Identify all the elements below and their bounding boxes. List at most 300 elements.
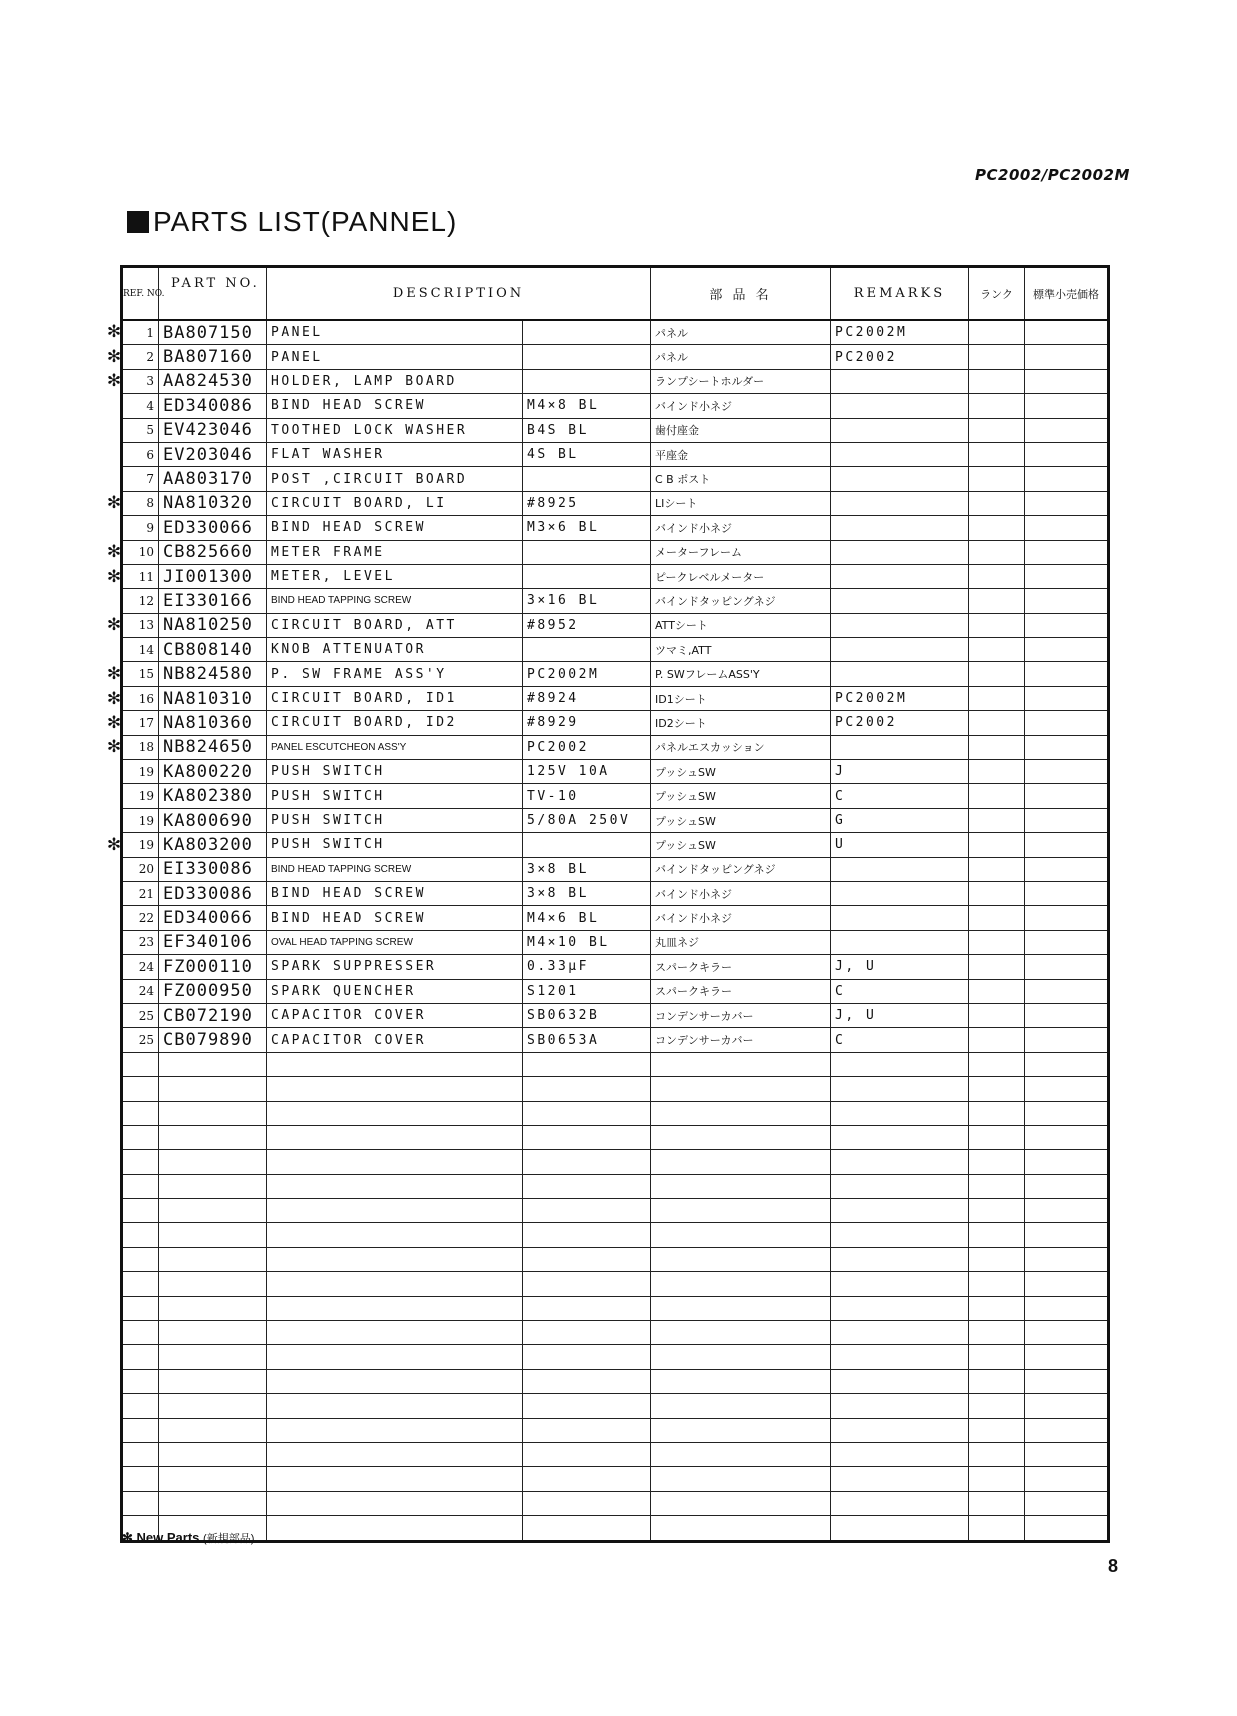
part-no-cell: ED330066: [159, 516, 267, 540]
parts-table-body: [122, 320, 1109, 1541]
description-cell: [267, 1296, 523, 1320]
footer-note-jp: (新規部品): [203, 1533, 255, 1545]
spec-cell: SB0653A: [523, 1028, 651, 1052]
price-cell: [1025, 1442, 1109, 1466]
rank-cell: [969, 833, 1025, 857]
spec-cell: [523, 1345, 651, 1369]
ref-cell: 20: [122, 857, 159, 881]
jp-name-cell: [651, 1125, 831, 1149]
spec-cell: [523, 833, 651, 857]
price-cell: [1025, 1125, 1109, 1149]
ref-cell: [122, 1418, 159, 1442]
remarks-cell: J: [831, 760, 969, 784]
part-no-cell: [159, 1394, 267, 1418]
part-no-cell: FZ000110: [159, 955, 267, 979]
rank-cell: [969, 662, 1025, 686]
spec-cell: [523, 467, 651, 491]
ref-cell: [122, 1101, 159, 1125]
remarks-cell: [831, 1174, 969, 1198]
rank-cell: [969, 1199, 1025, 1223]
part-no-cell: [159, 1223, 267, 1247]
table-row: [122, 613, 1109, 637]
ref-cell: 2: [122, 345, 159, 369]
remarks-cell: [831, 662, 969, 686]
part-no-cell: [159, 1296, 267, 1320]
description-cell: [267, 1150, 523, 1174]
remarks-cell: U: [831, 833, 969, 857]
table-row: [122, 1028, 1109, 1052]
ref-cell: 16: [122, 686, 159, 710]
jp-name-cell: [651, 1394, 831, 1418]
remarks-cell: [831, 1516, 969, 1541]
description-cell: CIRCUIT BOARD, ATT: [267, 613, 523, 637]
empty-table-row: [122, 1321, 1109, 1345]
jp-name-cell: [651, 1516, 831, 1541]
remarks-cell: [831, 1150, 969, 1174]
price-cell: [1025, 345, 1109, 369]
table-row: [122, 345, 1109, 369]
spec-cell: TV-10: [523, 784, 651, 808]
new-part-mark: ✻: [106, 542, 122, 563]
ref-cell: [122, 1199, 159, 1223]
rank-cell: [969, 589, 1025, 613]
spec-cell: [523, 1125, 651, 1149]
table-row: [122, 857, 1109, 881]
ref-cell: 10: [122, 540, 159, 564]
table-row: [122, 467, 1109, 491]
spec-cell: [523, 369, 651, 393]
model-number-header: PC2002/PC2002M: [975, 166, 1130, 184]
price-cell: [1025, 1369, 1109, 1393]
price-cell: [1025, 662, 1109, 686]
rank-cell: [969, 1052, 1025, 1076]
jp-name-cell: [651, 1150, 831, 1174]
part-no-cell: [159, 1052, 267, 1076]
price-cell: [1025, 516, 1109, 540]
part-no-cell: BA807160: [159, 345, 267, 369]
description-cell: [267, 1223, 523, 1247]
ref-cell: 6: [122, 442, 159, 466]
table-row: [122, 711, 1109, 735]
jp-name-cell: [651, 1345, 831, 1369]
table-row: [122, 1003, 1109, 1027]
description-cell: [267, 1369, 523, 1393]
jp-name-cell: パネル: [651, 345, 831, 369]
col-header-price: 標準小売価格: [1025, 267, 1109, 321]
rank-cell: [969, 394, 1025, 418]
remarks-cell: C: [831, 979, 969, 1003]
ref-cell: 22: [122, 906, 159, 930]
ref-cell: 11: [122, 564, 159, 588]
price-cell: [1025, 638, 1109, 662]
price-cell: [1025, 930, 1109, 954]
price-cell: [1025, 857, 1109, 881]
title-square-icon: [127, 211, 149, 233]
jp-name-cell: [651, 1199, 831, 1223]
jp-name-cell: バインド小ネジ: [651, 394, 831, 418]
spec-cell: M4×6 BL: [523, 906, 651, 930]
description-cell: CIRCUIT BOARD, ID2: [267, 711, 523, 735]
part-no-cell: FZ000950: [159, 979, 267, 1003]
rank-cell: [969, 1174, 1025, 1198]
ref-cell: [122, 1467, 159, 1491]
price-cell: [1025, 491, 1109, 515]
price-cell: [1025, 808, 1109, 832]
spec-cell: M3×6 BL: [523, 516, 651, 540]
spec-cell: PC2002M: [523, 662, 651, 686]
ref-cell: 19: [122, 833, 159, 857]
table-row: [122, 418, 1109, 442]
description-cell: [267, 1491, 523, 1515]
rank-cell: [969, 369, 1025, 393]
ref-cell: 9: [122, 516, 159, 540]
ref-cell: 19: [122, 808, 159, 832]
jp-name-cell: [651, 1296, 831, 1320]
remarks-cell: J, U: [831, 1003, 969, 1027]
remarks-cell: G: [831, 808, 969, 832]
price-cell: [1025, 833, 1109, 857]
rank-cell: [969, 1321, 1025, 1345]
price-cell: [1025, 1052, 1109, 1076]
ref-cell: 1: [122, 320, 159, 345]
table-row: [122, 686, 1109, 710]
table-header-row: [122, 267, 1109, 321]
rank-cell: [969, 1150, 1025, 1174]
table-row: [122, 516, 1109, 540]
ref-cell: 4: [122, 394, 159, 418]
part-no-cell: [159, 1442, 267, 1466]
spec-cell: 4S BL: [523, 442, 651, 466]
ref-cell: 13: [122, 613, 159, 637]
price-cell: [1025, 1418, 1109, 1442]
description-cell: [267, 1101, 523, 1125]
ref-cell: [122, 1296, 159, 1320]
rank-cell: [969, 808, 1025, 832]
jp-name-cell: [651, 1467, 831, 1491]
ref-cell: [122, 1052, 159, 1076]
empty-table-row: [122, 1125, 1109, 1149]
price-cell: [1025, 1223, 1109, 1247]
table-row: [122, 833, 1109, 857]
remarks-cell: [831, 1077, 969, 1101]
rank-cell: [969, 1125, 1025, 1149]
rank-cell: [969, 1247, 1025, 1271]
price-cell: [1025, 760, 1109, 784]
table-row: [122, 881, 1109, 905]
part-no-cell: CB079890: [159, 1028, 267, 1052]
rank-cell: [969, 1028, 1025, 1052]
empty-table-row: [122, 1077, 1109, 1101]
rank-cell: [969, 418, 1025, 442]
description-cell: FLAT WASHER: [267, 442, 523, 466]
description-cell: [267, 1467, 523, 1491]
spec-cell: 5/80A 250V: [523, 808, 651, 832]
rank-cell: [969, 857, 1025, 881]
part-no-cell: EI330166: [159, 589, 267, 613]
description-cell: BIND HEAD SCREW: [267, 906, 523, 930]
spec-cell: M4×8 BL: [523, 394, 651, 418]
rank-cell: [969, 638, 1025, 662]
jp-name-cell: ID2シート: [651, 711, 831, 735]
remarks-cell: [831, 1418, 969, 1442]
jp-name-cell: バインドタッピングネジ: [651, 857, 831, 881]
description-cell: TOOTHED LOCK WASHER: [267, 418, 523, 442]
spec-cell: #8952: [523, 613, 651, 637]
description-cell: PANEL ESCUTCHEON ASS'Y: [267, 735, 523, 759]
part-no-cell: [159, 1321, 267, 1345]
remarks-cell: [831, 516, 969, 540]
spec-cell: [523, 1247, 651, 1271]
part-no-cell: [159, 1077, 267, 1101]
empty-table-row: [122, 1467, 1109, 1491]
remarks-cell: PC2002M: [831, 686, 969, 710]
rank-cell: [969, 345, 1025, 369]
remarks-cell: [831, 394, 969, 418]
price-cell: [1025, 369, 1109, 393]
part-no-cell: ED330086: [159, 881, 267, 905]
table-row: [122, 784, 1109, 808]
part-no-cell: [159, 1101, 267, 1125]
jp-name-cell: コンデンサーカバー: [651, 1028, 831, 1052]
ref-cell: 24: [122, 979, 159, 1003]
price-cell: [1025, 711, 1109, 735]
rank-cell: [969, 613, 1025, 637]
part-no-cell: NA810310: [159, 686, 267, 710]
remarks-cell: C: [831, 784, 969, 808]
part-no-cell: BA807150: [159, 320, 267, 345]
part-no-cell: KA803200: [159, 833, 267, 857]
spec-cell: [523, 638, 651, 662]
jp-name-cell: コンデンサーカバー: [651, 1003, 831, 1027]
table-row: [122, 979, 1109, 1003]
price-cell: [1025, 979, 1109, 1003]
description-cell: HOLDER, LAMP BOARD: [267, 369, 523, 393]
part-no-cell: [159, 1199, 267, 1223]
description-cell: [267, 1272, 523, 1296]
price-cell: [1025, 1467, 1109, 1491]
description-cell: POST ,CIRCUIT BOARD: [267, 467, 523, 491]
part-no-cell: NA810320: [159, 491, 267, 515]
part-no-cell: EF340106: [159, 930, 267, 954]
remarks-cell: [831, 881, 969, 905]
remarks-cell: [831, 418, 969, 442]
part-no-cell: EV203046: [159, 442, 267, 466]
price-cell: [1025, 1199, 1109, 1223]
new-part-mark: ✻: [106, 664, 122, 685]
table-row: [122, 394, 1109, 418]
jp-name-cell: バインドタッピングネジ: [651, 589, 831, 613]
description-cell: SPARK SUPPRESSER: [267, 955, 523, 979]
rank-cell: [969, 1516, 1025, 1541]
remarks-cell: J, U: [831, 955, 969, 979]
spec-cell: [523, 1052, 651, 1076]
description-cell: [267, 1345, 523, 1369]
jp-name-cell: メーターフレーム: [651, 540, 831, 564]
page-title-text: PARTS LIST(PANNEL): [153, 206, 458, 237]
description-cell: METER FRAME: [267, 540, 523, 564]
description-cell: [267, 1394, 523, 1418]
jp-name-cell: プッシュSW: [651, 833, 831, 857]
jp-name-cell: [651, 1223, 831, 1247]
rank-cell: [969, 1223, 1025, 1247]
remarks-cell: [831, 1125, 969, 1149]
spec-cell: 3×8 BL: [523, 881, 651, 905]
price-cell: [1025, 1345, 1109, 1369]
empty-table-row: [122, 1394, 1109, 1418]
spec-cell: [523, 1369, 651, 1393]
new-part-mark: ✻: [106, 347, 122, 368]
jp-name-cell: パネル: [651, 320, 831, 345]
empty-table-row: [122, 1272, 1109, 1296]
table-row: [122, 491, 1109, 515]
price-cell: [1025, 1150, 1109, 1174]
empty-table-row: [122, 1345, 1109, 1369]
spec-cell: 3×8 BL: [523, 857, 651, 881]
new-part-mark: ✻: [106, 834, 122, 855]
remarks-cell: [831, 1223, 969, 1247]
ref-cell: 8: [122, 491, 159, 515]
part-no-cell: [159, 1369, 267, 1393]
col-header-remarks: REMARKS: [831, 267, 969, 321]
remarks-cell: [831, 857, 969, 881]
remarks-cell: [831, 1442, 969, 1466]
part-no-cell: ED340086: [159, 394, 267, 418]
jp-name-cell: バインド小ネジ: [651, 516, 831, 540]
description-cell: PUSH SWITCH: [267, 833, 523, 857]
spec-cell: [523, 1442, 651, 1466]
table-row: [122, 638, 1109, 662]
rank-cell: [969, 1394, 1025, 1418]
price-cell: [1025, 881, 1109, 905]
price-cell: [1025, 1077, 1109, 1101]
empty-table-row: [122, 1174, 1109, 1198]
spec-cell: [523, 1077, 651, 1101]
description-cell: [267, 1442, 523, 1466]
description-cell: OVAL HEAD TAPPING SCREW: [267, 930, 523, 954]
description-cell: [267, 1052, 523, 1076]
rank-cell: [969, 540, 1025, 564]
empty-table-row: [122, 1516, 1109, 1541]
ref-cell: 5: [122, 418, 159, 442]
remarks-cell: [831, 1369, 969, 1393]
spec-cell: [523, 1321, 651, 1345]
part-no-cell: JI001300: [159, 564, 267, 588]
table-row: [122, 955, 1109, 979]
jp-name-cell: ツマミ,ATT: [651, 638, 831, 662]
rank-cell: [969, 1272, 1025, 1296]
jp-name-cell: プッシュSW: [651, 760, 831, 784]
jp-name-cell: パネルエスカッション: [651, 735, 831, 759]
table-row: [122, 369, 1109, 393]
part-no-cell: [159, 1345, 267, 1369]
empty-table-row: [122, 1418, 1109, 1442]
ref-cell: 23: [122, 930, 159, 954]
spec-cell: [523, 1199, 651, 1223]
remarks-cell: [831, 1345, 969, 1369]
table-row: [122, 442, 1109, 466]
description-cell: PANEL: [267, 320, 523, 345]
ref-cell: 15: [122, 662, 159, 686]
remarks-cell: [831, 564, 969, 588]
remarks-cell: [831, 369, 969, 393]
col-header-part-no: PART NO.: [159, 267, 267, 321]
ref-cell: 24: [122, 955, 159, 979]
description-cell: METER, LEVEL: [267, 564, 523, 588]
jp-name-cell: [651, 1101, 831, 1125]
jp-name-cell: ランプシートホルダー: [651, 369, 831, 393]
description-cell: PUSH SWITCH: [267, 808, 523, 832]
description-cell: BIND HEAD SCREW: [267, 394, 523, 418]
part-no-cell: [159, 1491, 267, 1515]
remarks-cell: [831, 638, 969, 662]
ref-cell: [122, 1174, 159, 1198]
part-no-cell: [159, 1467, 267, 1491]
part-no-cell: KA802380: [159, 784, 267, 808]
spec-cell: [523, 1516, 651, 1541]
table-row: [122, 808, 1109, 832]
part-no-cell: [159, 1150, 267, 1174]
rank-cell: [969, 1491, 1025, 1515]
price-cell: [1025, 320, 1109, 345]
jp-name-cell: [651, 1272, 831, 1296]
empty-table-row: [122, 1369, 1109, 1393]
spec-cell: [523, 1296, 651, 1320]
ref-cell: [122, 1077, 159, 1101]
rank-cell: [969, 1101, 1025, 1125]
page-title: [127, 206, 457, 238]
jp-name-cell: [651, 1418, 831, 1442]
part-no-cell: CB072190: [159, 1003, 267, 1027]
part-no-cell: [159, 1174, 267, 1198]
ref-cell: [122, 1394, 159, 1418]
ref-cell: 3: [122, 369, 159, 393]
rank-cell: [969, 467, 1025, 491]
rank-cell: [969, 930, 1025, 954]
rank-cell: [969, 1003, 1025, 1027]
parts-table: [120, 265, 1110, 1543]
part-no-cell: KA800220: [159, 760, 267, 784]
spec-cell: #8925: [523, 491, 651, 515]
part-no-cell: AA803170: [159, 467, 267, 491]
remarks-cell: C: [831, 1028, 969, 1052]
part-no-cell: KA800690: [159, 808, 267, 832]
jp-name-cell: プッシュSW: [651, 784, 831, 808]
price-cell: [1025, 1272, 1109, 1296]
rank-cell: [969, 979, 1025, 1003]
price-cell: [1025, 394, 1109, 418]
spec-cell: [523, 1150, 651, 1174]
spec-cell: SB0632B: [523, 1003, 651, 1027]
jp-name-cell: バインド小ネジ: [651, 906, 831, 930]
spec-cell: 3×16 BL: [523, 589, 651, 613]
part-no-cell: [159, 1125, 267, 1149]
remarks-cell: PC2002: [831, 711, 969, 735]
empty-table-row: [122, 1199, 1109, 1223]
ref-cell: 18: [122, 735, 159, 759]
rank-cell: [969, 1442, 1025, 1466]
remarks-cell: [831, 540, 969, 564]
price-cell: [1025, 1247, 1109, 1271]
price-cell: [1025, 418, 1109, 442]
footer-note-text: New Parts: [136, 1530, 200, 1545]
remarks-cell: [831, 613, 969, 637]
price-cell: [1025, 1296, 1109, 1320]
description-cell: BIND HEAD TAPPING SCREW: [267, 857, 523, 881]
price-cell: [1025, 1491, 1109, 1515]
spec-cell: [523, 345, 651, 369]
price-cell: [1025, 540, 1109, 564]
empty-table-row: [122, 1247, 1109, 1271]
